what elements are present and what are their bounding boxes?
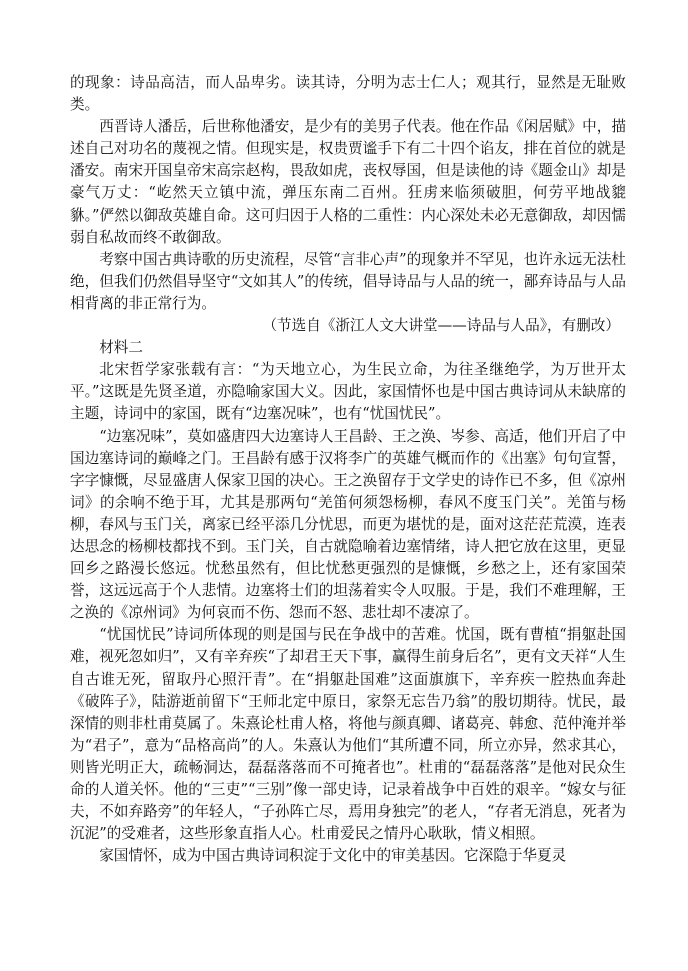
paragraph-frontier: “边塞况味”，莫如盛唐四大边塞诗人王昌龄、王之涣、岑参、高适，他们开启了中国边塞诗词的巅峰之门。王昌龄有感于汉将李广的英雄气概而作的《出塞》句句宣誓，字字慷慨，尽显盛唐人保家卫国的决心。王之涣留存于文学史的诗作已不多，但《凉州词》的余响不绝于耳，尤其是那两句“羌笛何须怨杨柳，春风不度玉门关”。羌笛与杨柳，春风与玉门关，离家已经平添几分忧思，而更为堪忧的是，面对这茫茫荒漠，连表达思念的杨柳枝都找不到。玉门关，自古就隐喻着边塞情绪，诗人把它放在这里，更显回乡之路漫长悠远。忧愁虽然有，但比忧愁更强烈的是慷慨，乡愁之上，还有家国荣誉，这远远高于个人悲情。边塞将士们的坦荡着实令人叹服。于是，我们不难理解，王之涣的《凉州词》为何哀而不伤、怨而不怒、悲壮却不凄凉了。 xyxy=(70,427,626,622)
paragraph-pan-yue: 西晋诗人潘岳，后世称他潘安，是少有的美男子代表。他在作品《闲居赋》中，描述自己对功名的蔑视之情。但现实是，权贵贾谧手下有二十四个谄友，排在首位的就是潘安。南宋开国皇帝宋高宗赵构，畏敌如虎，丧权辱国，但是读他的诗《题金山》却是豪气万丈：“屹然天立镇中流，弹压东南二百州。狂虏来临须破胆，何劳平地战貔貅。”俨然以御敌英雄自命。这可归因于人格的二重性：内心深处未必无意御敌，却因懦弱自私故而终不敢御敌。 xyxy=(70,118,626,246)
source-citation: （节选自《浙江人文大讲堂——诗品与人品》，有删改） xyxy=(262,317,620,335)
paragraph-patriotism: “忧国忧民”诗词所体现的则是国与民在争战中的苦难。忧国，既有曹植“捐躯赴国难，视死忽如归”，又有辛弃疾“了却君王天下事，赢得生前身后名”，更有文天祥“人生自古谁无死，留取丹心照汗青”。在“捐躯赴国难”这面旗旗下，辛弃疾一腔热血奔赴《破阵子》，陆游逝前留下“王师北定中原日，家祭无忘告乃翁”的殷切期待。忧民，最深情的则非杜甫莫属了。朱熹论杜甫人格，将他与颜真卿、诸葛亮、韩愈、范仲淹并举为“君子”，意为“品格高尚”的人。朱熹认为他们“其所遭不同，所立亦异，然求其心，则皆光明正大，疏畅洞达，磊磊落落而不可掩者也”。杜甫的“磊磊落落”是他对民众生命的人道关怀。他的“三吏”“三别”像一部史诗，记录着战争中百姓的艰辛。“嫁女与征夫，不如弃路旁”的年轻人，“子孙阵亡尽，焉用身独完”的老人，“存者无消息，死者为沉泥”的受难者，这些形象直指人心。杜甫爱民之情丹心耿耿，情义相照。 xyxy=(70,626,626,843)
material-two-heading: 材料二 xyxy=(99,339,143,357)
paragraph-continued: 的现象：诗品高洁，而人品卑劣。读其诗，分明为志士仁人；观其行，显然是无耻败类。 xyxy=(70,74,626,114)
paragraph-zhang-zai: 北宋哲学家张载有言：“为天地立心，为生民立命，为往圣继绝学，为万世开太平。”这既是先贤圣道，亦隐喻家国大义。因此，家国情怀也是中国古典诗词从未缺席的主题，诗词中的家国，既有“边塞况味”，也有“忧国忧民”。 xyxy=(70,361,626,423)
document-page xyxy=(70,72,626,867)
paragraph-heritage: 家国情怀，成为中国古典诗词积淀于文化中的审美基因。它深隐于华夏灵 xyxy=(99,847,567,865)
paragraph-conclusion: 考察中国古典诗歌的历史流程，尽管“言非心声”的现象并不罕见，也许永远无法杜绝，但我们仍然倡导坚守“文如其人”的传统，倡导诗品与人品的统一，鄙弃诗品与人品相背离的非正常行为。 xyxy=(70,250,626,312)
